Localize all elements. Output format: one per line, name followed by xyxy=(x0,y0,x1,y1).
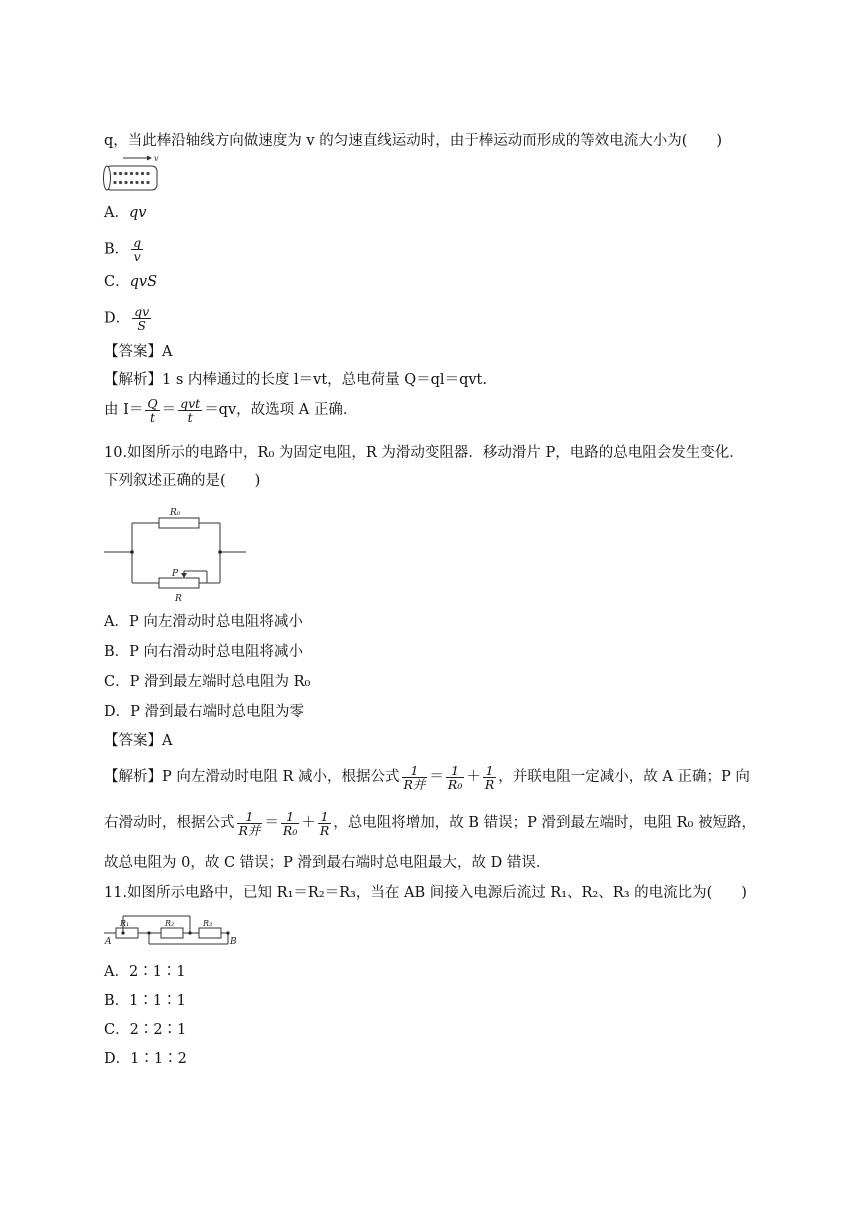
q10-stem-line2: 下列叙述正确的是( ) xyxy=(104,473,261,489)
r2-label: R₂ xyxy=(165,919,175,928)
q9-option-c: C．qvS xyxy=(104,274,158,290)
r0-label: R₀ xyxy=(170,508,181,518)
terminal-a-label: A xyxy=(105,937,112,947)
r-label: R xyxy=(175,594,182,604)
q10-stem-line1: 10.如图所示的电路中，R₀ 为固定电阻，R 为滑动变阻器．移动滑片 P，电路的总电阻会发生变化． xyxy=(104,445,744,461)
q10-option-b: B．P 向右滑动时总电阻将减小 xyxy=(104,644,304,660)
charged-rod-figure xyxy=(101,152,163,196)
q11-option-b: B．1∶1∶1 xyxy=(104,993,186,1009)
q11-option-a: A．2∶1∶1 xyxy=(104,964,186,980)
q9-stem: q，当此棒沿轴线方向做速度为 v 的匀速直线运动时，由于棒运动而形成的等效电流大小为( ) xyxy=(104,133,723,149)
q11-stem: 11.如图所示电路中，已知 R₁＝R₂＝R₃，当在 AB 间接入电源后流过 R₁、R₂、R₃ 的电流比为( ) xyxy=(104,885,747,901)
parallel-circuit-figure xyxy=(104,503,249,605)
terminal-b-label: B xyxy=(230,937,237,947)
q10-option-c: C．P 滑到最左端时总电阻为 R₀ xyxy=(104,674,311,690)
q9-option-a: A．qv xyxy=(104,205,147,221)
q9-analysis-line1: 【解析】1 s 内棒通过的长度 l＝vt，总电荷量 Q＝ql＝qvt. xyxy=(104,372,487,388)
q11-option-c: C．2∶2∶1 xyxy=(104,1022,187,1038)
r1-label: R₁ xyxy=(120,919,130,928)
q10-analysis-line3: 故总电阻为 0，故 C 错误；P 滑到最右端时总电阻最大，故 D 错误． xyxy=(104,855,551,871)
series-parallel-circuit-figure xyxy=(104,911,240,949)
q9-option-b: B． $\frac{q}{v}$ xyxy=(104,235,142,264)
velocity-label: v xyxy=(154,154,159,163)
q10-option-d: D．P 滑到最右端时总电阻为零 xyxy=(104,704,305,720)
q9-answer: 【答案】A xyxy=(104,344,173,360)
q10-analysis-line1: 【解析】P 向左滑动时电阻 R 减小，根据公式 $\frac{1}{\text{R并}}$ ＝ $\frac{1}{\text{R₀}}$ ＋ $\frac{1}{R}$ ，并联电阻一定减小，故 A 正确；P 向 xyxy=(104,762,750,792)
q10-answer: 【答案】A xyxy=(104,733,173,749)
q9-option-d: D． $\frac{qv}{S}$ xyxy=(104,304,150,333)
slider-p-label: P xyxy=(172,569,179,579)
q10-option-a: A．P 向左滑动时总电阻将减小 xyxy=(104,614,303,630)
q9-analysis-line2: 由 I＝ $\frac{Q}{t}$ ＝ $\frac{\text{qvt}}{t}$ ＝qv，故选项 A 正确． xyxy=(104,395,358,425)
q10-analysis-line2: 右滑动时，根据公式 $\frac{1}{\text{R并}}$ ＝ $\frac{1}{\text{R₀}}$ ＋ $\frac{1}{R}$ ，总电阻将增加，故 B 错误；P 滑到最左端时，电阻 R₀ 被短路， xyxy=(104,808,756,838)
q11-option-d: D．1∶1∶2 xyxy=(104,1051,187,1067)
r3-label: R₃ xyxy=(203,919,213,928)
